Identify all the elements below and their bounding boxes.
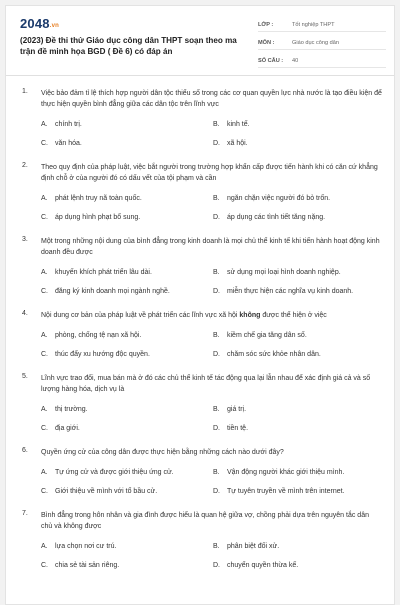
- option-b[interactable]: [213, 542, 385, 552]
- option-d[interactable]: [213, 424, 385, 434]
- option-key: C.: [41, 562, 48, 569]
- option-d[interactable]: [213, 287, 385, 297]
- option-key: D.: [213, 140, 220, 147]
- question-number: 7.: [22, 510, 28, 517]
- question-1: [6, 88, 395, 149]
- option-text: địa giới.: [55, 425, 80, 432]
- option-text: phát lệnh truy nã toàn quốc.: [55, 195, 142, 202]
- meta-value: Tốt nghiệp THPT: [292, 21, 335, 28]
- question-text: [41, 447, 382, 458]
- meta-label: MÔN :: [258, 39, 275, 46]
- option-text: đăng ký kinh doanh mọi ngành nghề.: [55, 288, 170, 295]
- question-5: [6, 373, 395, 434]
- question-text-part: Quyền ứng cử của công dân được thực hiện bằng những cách nào dưới đây?: [41, 449, 284, 456]
- question-text: [41, 373, 382, 395]
- option-key: B.: [213, 543, 220, 550]
- option-key: A.: [41, 406, 48, 413]
- question-text-part: Việc bảo đảm tỉ lệ thích hợp người dân tộc thiểu số trong các cơ quan quyền lực nhà nước là tạo điều kiện để thực hiện quyền bình đẳng giữa các dân tộc trên lĩnh vực: [41, 90, 382, 108]
- option-text: Vận động người khác giới thiệu mình.: [227, 469, 345, 476]
- option-d[interactable]: [213, 139, 385, 149]
- option-key: A.: [41, 269, 48, 276]
- header-divider: [6, 75, 395, 76]
- option-d[interactable]: [213, 487, 385, 497]
- option-text: thúc đẩy xu hướng độc quyền.: [55, 351, 150, 358]
- option-key: B.: [213, 121, 220, 128]
- exam-sheet: [5, 5, 395, 605]
- option-key: D.: [213, 488, 220, 495]
- option-a[interactable]: [41, 194, 213, 204]
- option-key: C.: [41, 425, 48, 432]
- option-b[interactable]: [213, 268, 385, 278]
- option-key: B.: [213, 469, 220, 476]
- question-text: [41, 88, 382, 110]
- meta-value: 40: [292, 57, 299, 64]
- option-c[interactable]: [41, 287, 213, 297]
- question-number: 4.: [22, 310, 28, 317]
- option-text: văn hóa.: [55, 140, 82, 147]
- option-a[interactable]: [41, 405, 213, 415]
- question-number: 5.: [22, 373, 28, 380]
- answer-options: [41, 331, 382, 360]
- question-number: 6.: [22, 447, 28, 454]
- option-a[interactable]: [41, 120, 213, 130]
- option-key: B.: [213, 406, 220, 413]
- option-text: kinh tế.: [227, 121, 250, 128]
- question-list: [6, 88, 395, 584]
- question-text-part: Bình đẳng trong hôn nhân và gia đình được hiểu là quan hệ giữa vợ, chồng phải dựa trên nguyên tắc dân chủ và không được: [41, 512, 369, 530]
- option-key: C.: [41, 140, 48, 147]
- option-text: Giới thiệu về mình với tổ bầu cử.: [55, 488, 158, 495]
- question-text-part: Lĩnh vực trao đổi, mua bán mà ở đó các chủ thể kinh tế tác động qua lại lẫn nhau để xác định giá cả và số lượng hàng hóa, dịch vụ là: [41, 375, 371, 393]
- question-text-part: Nội dung cơ bản của pháp luật về phát triển các lĩnh vực xã hội: [41, 312, 240, 319]
- option-text: Tự tuyên truyền về mình trên internet.: [227, 488, 345, 495]
- question-text-part: Một trong những nội dung của bình đẳng trong kinh doanh là mọi chủ thể kinh tế khi tiến hành hoạt động kinh doanh đều được: [41, 238, 380, 256]
- logo-suffix: .vn: [49, 23, 60, 29]
- question-text: [41, 510, 382, 532]
- option-key: B.: [213, 269, 220, 276]
- option-text: Tự ứng cử và được giới thiệu ứng cử.: [55, 469, 174, 476]
- option-a[interactable]: [41, 268, 213, 278]
- option-text: chăm sóc sức khỏe nhân dân.: [227, 351, 321, 358]
- option-a[interactable]: [41, 331, 213, 341]
- option-key: C.: [41, 351, 48, 358]
- meta-row-subject: [258, 36, 386, 50]
- option-b[interactable]: [213, 120, 385, 130]
- option-text: khuyến khích phát triển lâu dài.: [55, 269, 152, 276]
- exam-title: (2023) Đề thi thử Giáo dục công dân THPT soạn theo ma trận đề minh họa BGD ( Đề 6) có đáp án: [20, 36, 237, 56]
- option-c[interactable]: [41, 350, 213, 360]
- option-key: C.: [41, 288, 48, 295]
- logo-main: 2048: [20, 16, 50, 31]
- option-text: phòng, chống tệ nạn xã hội.: [55, 332, 142, 339]
- answer-options: [41, 194, 382, 223]
- answer-options: [41, 542, 382, 571]
- option-text: sử dụng mọi loại hình doanh nghiệp.: [227, 269, 341, 276]
- question-text: [41, 310, 382, 321]
- question-number: 3.: [22, 236, 28, 243]
- option-key: A.: [41, 121, 48, 128]
- site-logo[interactable]: [20, 16, 59, 31]
- option-key: A.: [41, 332, 48, 339]
- option-b[interactable]: [213, 468, 385, 478]
- option-text: chính trị.: [55, 121, 82, 128]
- meta-row-count: [258, 54, 386, 68]
- option-text: ngăn chặn việc người đó bỏ trốn.: [227, 195, 331, 202]
- option-text: xã hội.: [227, 140, 248, 147]
- option-key: D.: [213, 562, 220, 569]
- option-text: lựa chọn nơi cư trú.: [55, 543, 117, 550]
- answer-options: [41, 468, 382, 497]
- option-b[interactable]: [213, 405, 385, 415]
- exam-header: [20, 16, 382, 72]
- question-text-part: Theo quy định của pháp luật, việc bắt người trong trường hợp khẩn cấp được tiến hành khi có căn cứ khẳng định chỗ ở của người đó có dấu vết của tội phạm và cần: [41, 164, 378, 182]
- option-text: giá trị.: [227, 406, 247, 413]
- option-key: C.: [41, 488, 48, 495]
- option-key: D.: [213, 425, 220, 432]
- option-key: A.: [41, 195, 48, 202]
- option-text: chuyển quyền thừa kế.: [227, 562, 299, 569]
- option-key: B.: [213, 332, 220, 339]
- option-b[interactable]: [213, 194, 385, 204]
- question-2: [6, 162, 395, 223]
- option-key: B.: [213, 195, 220, 202]
- option-text: tiền tệ.: [227, 425, 249, 432]
- meta-label: LỚP :: [258, 21, 274, 28]
- question-number: 1.: [22, 88, 28, 95]
- option-text: chia sẻ tài sản riêng.: [55, 562, 120, 569]
- option-b[interactable]: [213, 331, 385, 341]
- option-c[interactable]: [41, 213, 213, 223]
- option-d[interactable]: [213, 350, 385, 360]
- meta-row-class: [258, 18, 386, 32]
- option-c[interactable]: [41, 424, 213, 434]
- question-text-part: được thể hiện ở việc: [260, 312, 327, 319]
- meta-value: Giáo dục công dân: [292, 39, 339, 46]
- meta-label: SỐ CÂU :: [258, 57, 284, 64]
- option-a[interactable]: [41, 468, 213, 478]
- option-d[interactable]: [213, 561, 385, 571]
- option-c[interactable]: [41, 561, 213, 571]
- option-text: áp dụng các tình tiết tăng nặng.: [227, 214, 326, 221]
- option-text: áp dụng hình phạt bổ sung.: [55, 214, 141, 221]
- question-text: [41, 236, 382, 258]
- option-text: thị trường.: [55, 406, 88, 413]
- question-number: 2.: [22, 162, 28, 169]
- option-key: C.: [41, 214, 48, 221]
- option-c[interactable]: [41, 487, 213, 497]
- question-6: [6, 447, 395, 497]
- answer-options: [41, 405, 382, 434]
- option-key: D.: [213, 351, 220, 358]
- option-c[interactable]: [41, 139, 213, 149]
- question-7: [6, 510, 395, 571]
- option-a[interactable]: [41, 542, 213, 552]
- question-3: [6, 236, 395, 297]
- question-4: [6, 310, 395, 360]
- option-text: phân biệt đối xử.: [227, 543, 280, 550]
- answer-options: [41, 120, 382, 149]
- answer-options: [41, 268, 382, 297]
- option-text: miễn thực hiện các nghĩa vụ kinh doanh.: [227, 288, 354, 295]
- option-text: kiềm chế gia tăng dân số.: [227, 332, 307, 339]
- option-key: A.: [41, 543, 48, 550]
- question-text: [41, 162, 382, 184]
- option-key: D.: [213, 288, 220, 295]
- option-d[interactable]: [213, 213, 385, 223]
- exam-meta: [258, 18, 386, 68]
- option-key: D.: [213, 214, 220, 221]
- option-key: A.: [41, 469, 48, 476]
- question-text-emphasis: không: [239, 312, 261, 319]
